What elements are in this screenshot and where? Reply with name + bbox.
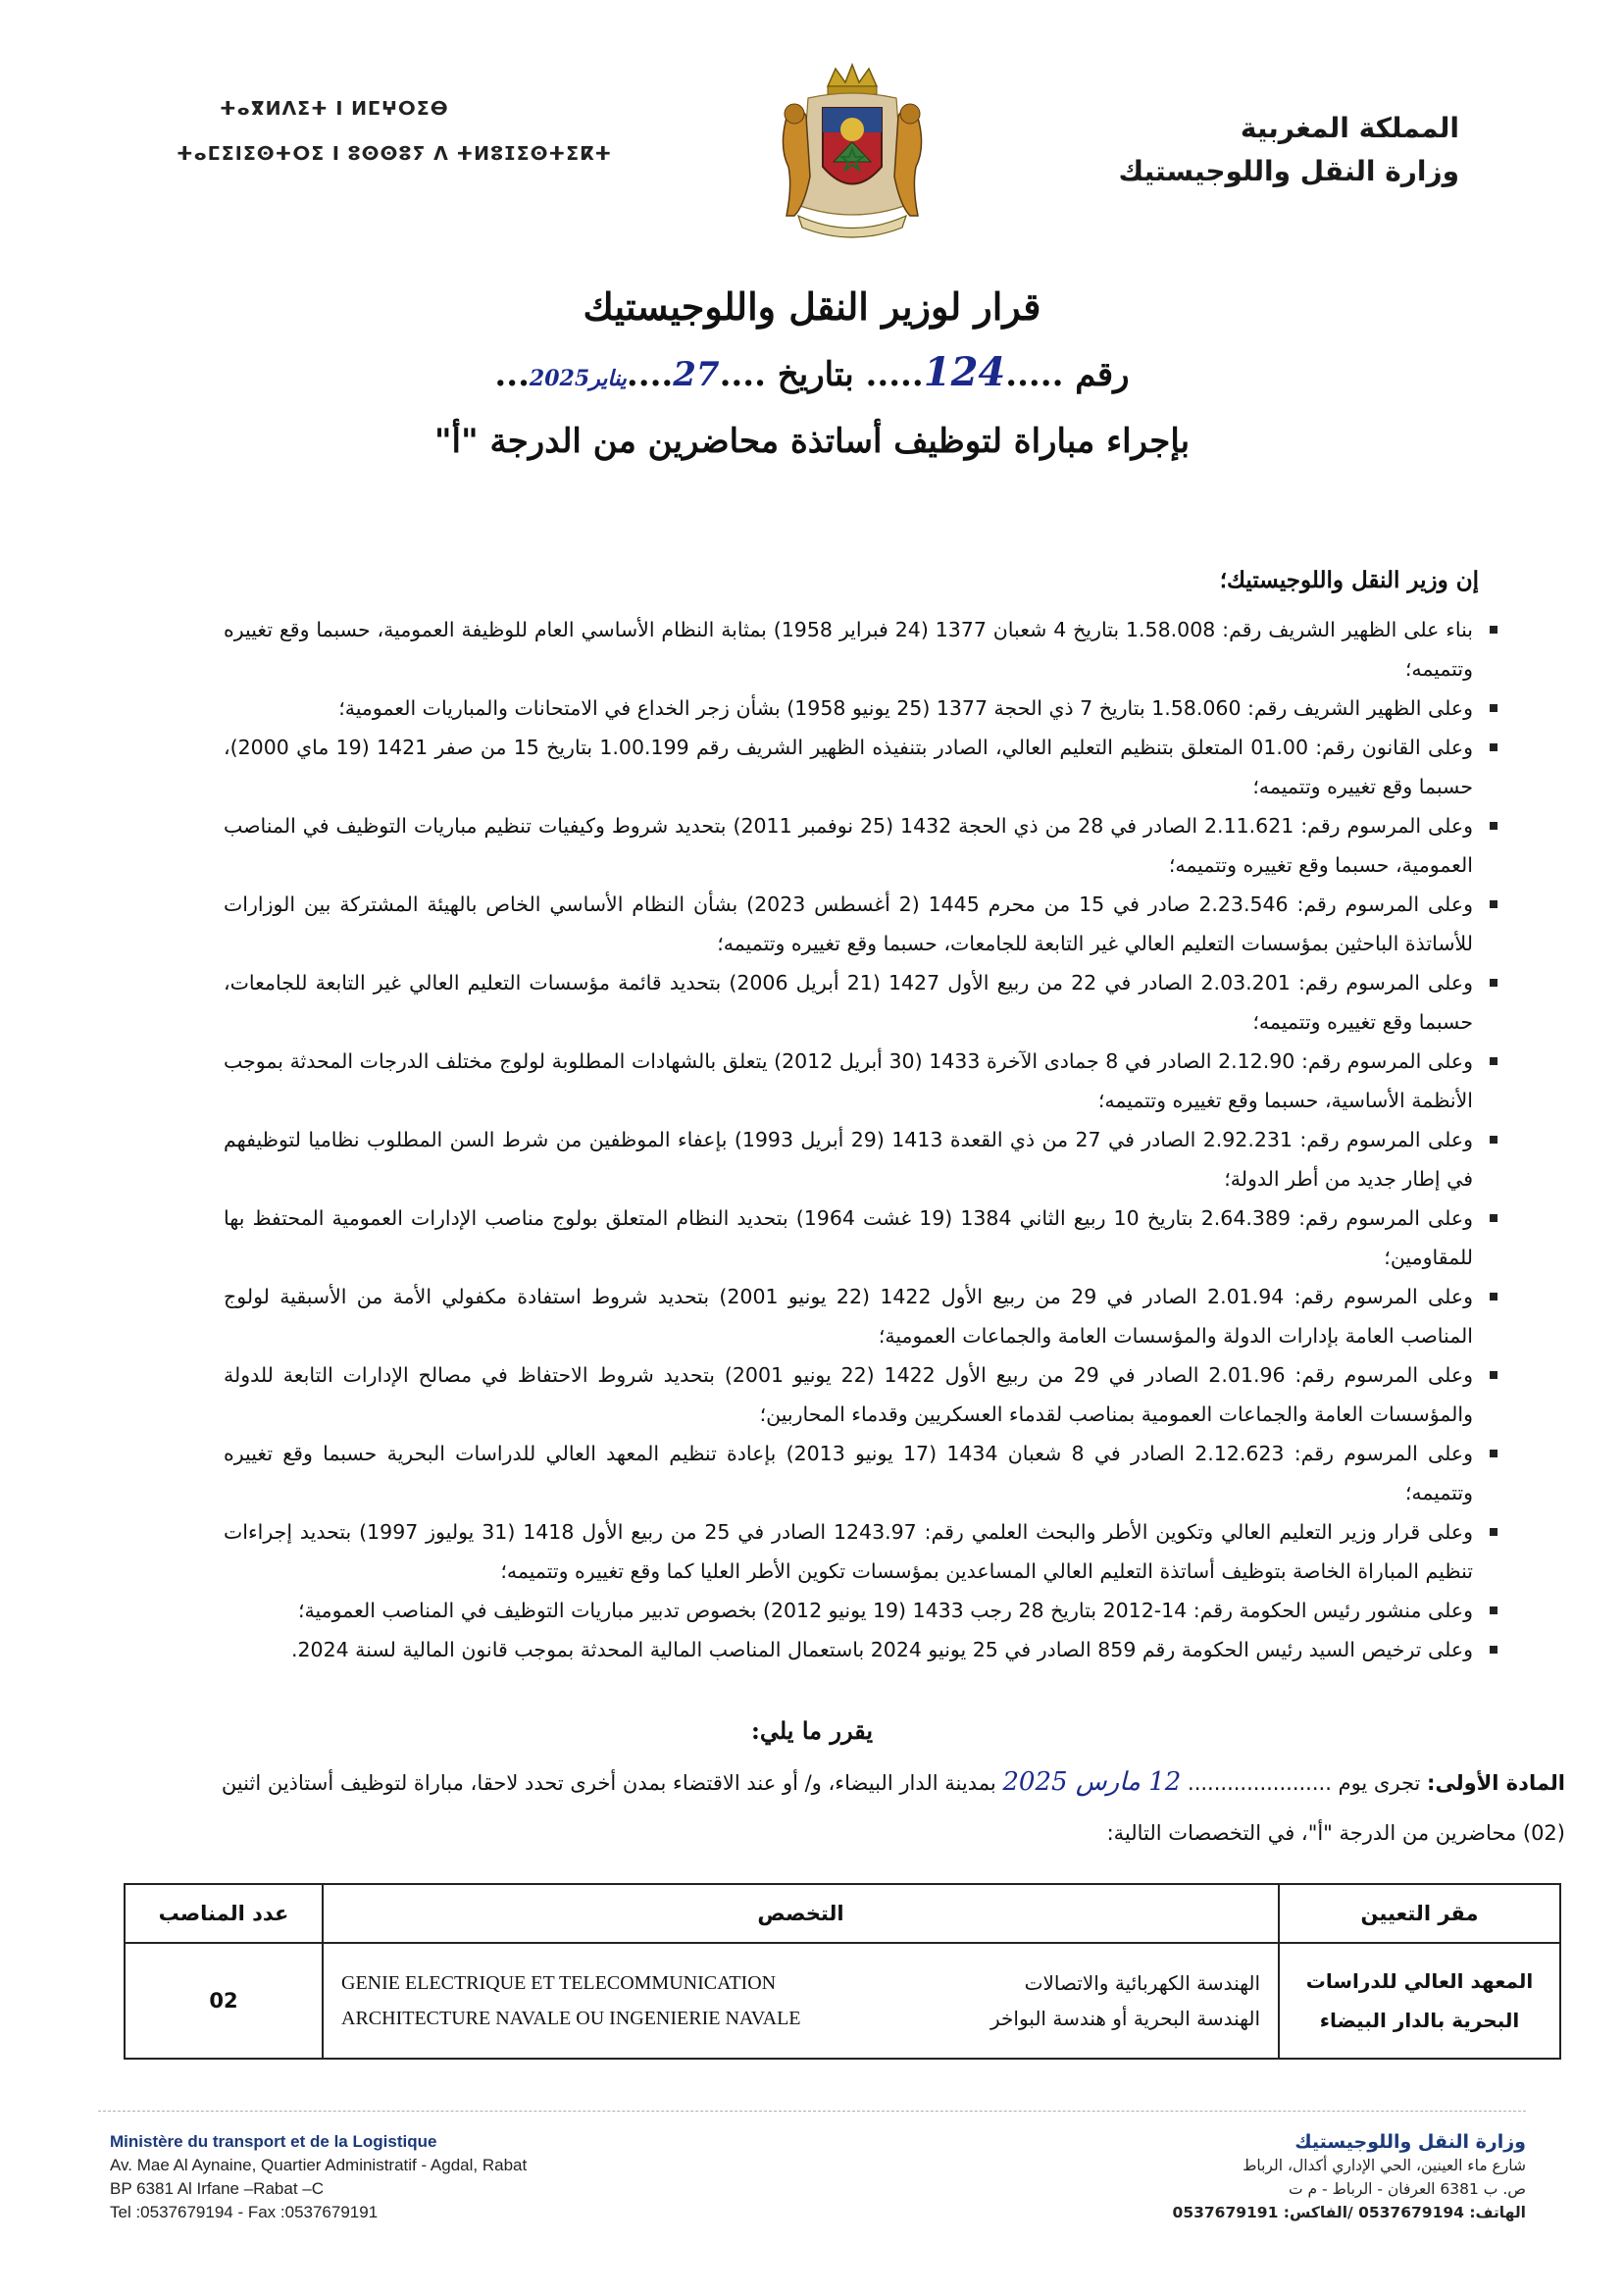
clause-item: وعلى القانون رقم: 01.00 المتعلق بتنظيم التعليم العالي، الصادر بتنفيذه الظهير الشريف رقم 1.00.199 بتاريخ 15 من صفر 1421 (19 ماي 2000)، حسبما وقع تغييره وتتميمه؛ [224, 728, 1502, 806]
specialty-2-ar: الهندسة البحرية أو هندسة البواخر [990, 2007, 1260, 2030]
footer-bp-fr: BP 6381 Al Irfane –Rabat –C [110, 2179, 325, 2198]
col-header-location: مقر التعيين [1279, 1884, 1560, 1943]
ministry-name-tifinagh: ⵜⴰⵎⵉⵏⵉⵙⵜⵔⵉ ⵏ ⵓⵙⵙⵓⵢ ⴷ ⵜⵍⵓⵊⵉⵙⵜⵉⴽⵜ [177, 143, 613, 165]
footer-tel-ar: الهاتف: 0537679194 /الفاكس: 0537679191 [1172, 2204, 1526, 2221]
decision-number-date-line [0, 349, 1624, 395]
preamble: إن وزير النقل واللوجيستيك؛ [1219, 567, 1479, 593]
clause-item: وعلى الظهير الشريف رقم: 1.58.060 بتاريخ 7 ذي الحجة 1377 (25 يونيو 1958) بشأن زجر الخداع في الامتحانات والمباريات العمومية؛ [224, 688, 1502, 728]
decision-subject: بإجراء مباراة لتوظيف أساتذة محاضرين من الدرجة "أ" [433, 422, 1191, 461]
footer-ministry-ar: وزارة النقل واللوجيستيك [1294, 2131, 1526, 2153]
article-one-dots: ...................... [1188, 1771, 1332, 1795]
article-one-text-b: بمدينة الدار البيضاء، و/ أو عند الاقتضاء بمدن أخرى تحدد لاحقا، مباراة لتوظيف أستاذين اثنين [221, 1771, 996, 1795]
clause-item: وعلى المرسوم رقم: 2.12.623 الصادر في 8 شعبان 1434 (17 يونيو 2013) بإعادة تنظيم المعهد العالي للدراسات البحرية حسبما وقع تغييره وتتميمه؛ [224, 1434, 1502, 1512]
article-one [137, 1761, 1565, 1804]
table-header-row [125, 1884, 1560, 1943]
clause-item: وعلى المرسوم رقم: 2.11.621 الصادر في 28 من ذي الحجة 1432 (25 نوفمبر 2011) بتحديد شروط وكيفيات تنظيم مباريات التوظيف في المناصب العمومية، حسبما وقع تغييره وتتميمه؛ [224, 806, 1502, 885]
article-one-continuation: (02) محاضرين من الدرجة "أ"، في التخصصات التالية: [1106, 1821, 1565, 1845]
clause-item: وعلى منشور رئيس الحكومة رقم: 14-2012 بتاريخ 28 رجب 1433 (19 يونيو 2012) بخصوص تدبير مباريات التوظيف في المناصب العمومية؛ [224, 1591, 1502, 1630]
date-dots-end: ... [494, 355, 530, 394]
date-month-handwritten: يناير [589, 366, 627, 391]
footer-arabic-address [1173, 2130, 1526, 2224]
date-year-handwritten: 2025 [529, 366, 590, 391]
clause-list [224, 610, 1502, 1669]
legal-basis-list [224, 610, 1502, 1669]
date-dots: .... [719, 355, 766, 394]
clause-item: وعلى ترخيص السيد رئيس الحكومة رقم 859 الصادر في 25 يونيو 2024 باستعمال المناصب المالية المحدثة بموجب قانون المالية لسنة 2024. [224, 1630, 1502, 1669]
date-label: بتاريخ [777, 355, 854, 394]
decides-heading: يقرر ما يلي: [750, 1716, 874, 1745]
date-day-handwritten: 27 [673, 355, 720, 394]
cell-specialty [323, 1943, 1279, 2059]
table-row [125, 1943, 1560, 2059]
kingdom-name-tifinagh: ⵜⴰⴳⵍⴷⵉⵜ ⵏ ⵍⵎⵖⵔⵉⴱ [220, 98, 449, 120]
exam-date-handwritten: 12 مارس 2025 [1002, 1767, 1182, 1797]
positions-table-wrapper [124, 1883, 1561, 2060]
clause-item: وعلى المرسوم رقم: 2.01.96 الصادر في 29 من ربيع الأول 1422 (22 يونيو 2001) بتحديد شروط الاحتفاظ في مصالح الإدارات التابعة للدولة والمؤسسات العامة والجماعات العمومية بمناصب لقدماء العسكريين وقدماء المحاربين؛ [224, 1355, 1502, 1434]
clause-item: وعلى المرسوم رقم: 2.92.231 الصادر في 27 من ذي القعدة 1413 (29 أبريل 1993) بإعفاء الموظفين من شرط السن المطلوب نظاميا لتوظيفهم في إطار جديد من أطر الدولة؛ [224, 1120, 1502, 1198]
number-dots-after: ..... [865, 355, 924, 394]
footer-address-ar: شارع ماء العينين، الحي الإداري أكدال، الرباط [1243, 2157, 1526, 2174]
location-text: المعهد العالي للدراسات البحرية بالدار البيضاء [1305, 1969, 1534, 2032]
article-one-text-a: تجرى يوم [1338, 1771, 1421, 1795]
decision-number-handwritten: 124 [923, 349, 1006, 395]
number-prefix: رقم [1075, 355, 1130, 394]
kingdom-name-arabic: المملكة المغربية [1240, 112, 1459, 144]
clause-item: وعلى قرار وزير التعليم العالي وتكوين الأطر والبحث العلمي رقم: 1243.97 الصادر في 25 من ربيع الأول 1418 (31 يوليوز 1997) بتحديد إجراءات تنظيم المباراة الخاصة بتوظيف أساتذة التعليم العالي المساعدين بمؤسسات تكوين الأطر العليا كما وقع تغييره وتتميمه؛ [224, 1512, 1502, 1591]
specialty-1-ar: الهندسة الكهربائية والاتصالات [1024, 1971, 1260, 1995]
clause-item: وعلى المرسوم رقم: 2.12.90 الصادر في 8 جمادى الآخرة 1433 (30 أبريل 2012) يتعلق بالشهادات المطلوبة لولوج مختلف الدرجات المحدثة بموجب الأنظمة الأساسية، حسبما وقع تغييره وتتميمه؛ [224, 1042, 1502, 1120]
cell-location [1279, 1943, 1560, 2059]
coat-of-arms-emblem [769, 59, 936, 245]
footer-ministry-fr: Ministère du transport et de la Logistique [110, 2132, 437, 2151]
ministry-name-arabic: وزارة النقل واللوجيستيك [1118, 155, 1459, 187]
specialty-1-fr: GENIE ELECTRIQUE ET TELECOMMUNICATION [341, 1971, 777, 1994]
specialty-2-fr: ARCHITECTURE NAVALE OU INGENIERIE NAVALE [341, 2007, 801, 2029]
clause-item: وعلى المرسوم رقم: 2.23.546 صادر في 15 من محرم 1445 (2 أغسطس 2023) بشأن النظام الأساسي الخاص بالهيئة المشتركة بين الوزارات للأساتذة الباحثين بمؤسسات التعليم العالي غير التابعة للجامعات، حسبما وقع تغييره وتتميمه؛ [224, 885, 1502, 963]
date-dots-mid: .... [626, 355, 674, 394]
number-dots: ..... [1005, 355, 1064, 394]
decision-title: قرار لوزير النقل واللوجيستيك [583, 284, 1041, 329]
col-header-specialty: التخصص [323, 1884, 1279, 1943]
footer-tel-fr: Tel :0537679194 - Fax :0537679191 [110, 2203, 379, 2221]
footer-bp-ar: ص. ب 6381 العرفان - الرباط - م ت [1288, 2180, 1526, 2198]
article-one-label: المادة الأولى: [1427, 1771, 1565, 1795]
clause-item: وعلى المرسوم رقم: 2.64.389 بتاريخ 10 ربيع الثاني 1384 (19 غشت 1964) بتحديد النظام المتعلق بولوج مناصب الإدارات العمومية المحتفظ بها للمقاومين؛ [224, 1198, 1502, 1277]
col-header-count: عدد المناصب [125, 1884, 323, 1943]
clause-item: وعلى المرسوم رقم: 2.01.94 الصادر في 29 من ربيع الأول 1422 (22 يونيو 2001) بتحديد شروط استفادة مكفولي الأمة من الأسبقية لولوج المناصب العامة بإدارات الدولة والمؤسسات العامة والجماعات العمومية؛ [224, 1277, 1502, 1355]
positions-table [124, 1883, 1561, 2060]
footer-address-fr: Av. Mae Al Aynaine, Quartier Administratif - Agdal, Rabat [110, 2156, 528, 2174]
footer-divider [98, 2111, 1526, 2112]
cell-count: 02 [125, 1943, 323, 2059]
clause-item: بناء على الظهير الشريف رقم: 1.58.008 بتاريخ 4 شعبان 1377 (24 فبراير 1958) بمثابة النظام الأساسي العام للوظيفة العمومية، حسبما وقع تغييره وتتميمه؛ [224, 610, 1502, 688]
footer-french-address [110, 2130, 527, 2224]
clause-item: وعلى المرسوم رقم: 2.03.201 الصادر في 22 من ربيع الأول 1427 (21 أبريل 2006) بتحديد قائمة مؤسسات التعليم العالي غير التابعة للجامعات، حسبما وقع تغييره وتتميمه؛ [224, 963, 1502, 1042]
